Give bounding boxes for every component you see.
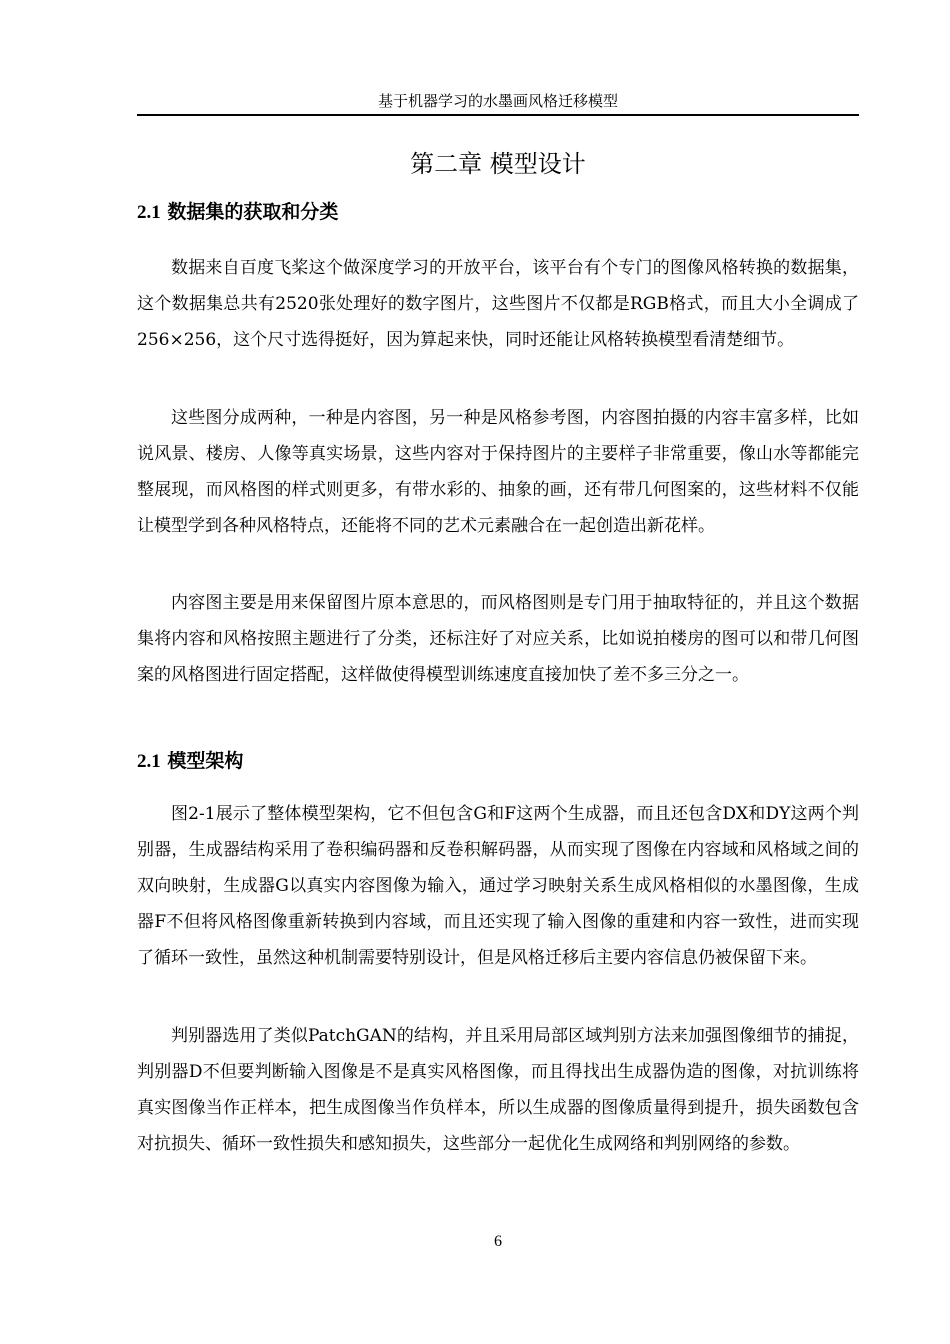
paragraph: 判别器选用了类似PatchGAN的结构，并且采用局部区域判别方法来加强图像细节的捕捉，判别器D不但要判断输入图像是不是真实风格图像，而且得找出生成器伪造的图像，对抗训练将真实图像当作正样本，把生成图像当作负样本，所以生成器的图像质量得到提升，损失函数包含对抗损失、循环一致性损失和感知损失，这些部分一起优化生成网络和判别网络的参数。	[137, 1026, 859, 1154]
section-heading-dataset	[137, 196, 859, 229]
page-number: 6	[494, 1233, 502, 1250]
paragraph: 图2-1展示了整体模型架构，它不但包含G和F这两个生成器，而且还包含DX和DY这两个判别器，生成器结构采用了卷积编码器和反卷积解码器，从而实现了图像在内容域和风格域之间的双向映射，生成器G以真实内容图像为输入，通过学习映射关系生成风格相似的水墨图像，生成器F不但将风格图像重新转换到内容域，而且还实现了输入图像的重建和内容一致性，进而实现了循环一致性，虽然这种机制需要特别设计，但是风格迁移后主要内容信息仍被保留下来。	[137, 804, 859, 968]
paragraph: 内容图主要是用来保留图片原本意思的，而风格图则是专门用于抽取特征的，并且这个数据集将内容和风格按照主题进行了分类，还标注好了对应关系，比如说拍楼房的图可以和带几何图案的风格图进行固定搭配，这样做使得模型训练速度直接加快了差不多三分之一。	[137, 593, 859, 685]
paragraph: 数据来自百度飞桨这个做深度学习的开放平台，该平台有个专门的图像风格转换的数据集，这个数据集总共有2520张处理好的数字图片，这些图片不仅都是RGB格式，而且大小全调成了256×256，这个尺寸选得挺好，因为算起来快，同时还能让风格转换模型看清楚细节。	[137, 258, 859, 350]
chapter-title: 第二章 模型设计	[410, 150, 586, 178]
section-title-text: 数据集的获取和分类	[167, 201, 339, 223]
paragraph: 这些图分成两种，一种是内容图，另一种是风格参考图，内容图拍摄的内容丰富多样，比如说风景、楼房、人像等真实场景，这些内容对于保持图片的主要样子非常重要，像山水等都能完整展现，而风格图的样式则更多，有带水彩的、抽象的画，还有带几何图案的，这些材料不仅能让模型学到各种风格特点，还能将不同的艺术元素融合在一起创造出新花样。	[137, 408, 859, 536]
section-heading-architecture	[137, 745, 859, 778]
section-title-text: 模型架构	[167, 750, 244, 772]
running-header	[137, 88, 859, 116]
section-number: 2.1	[137, 202, 161, 223]
section-number: 2.1	[137, 751, 161, 772]
running-header-title: 基于机器学习的水墨画风格迁移模型	[377, 92, 618, 110]
